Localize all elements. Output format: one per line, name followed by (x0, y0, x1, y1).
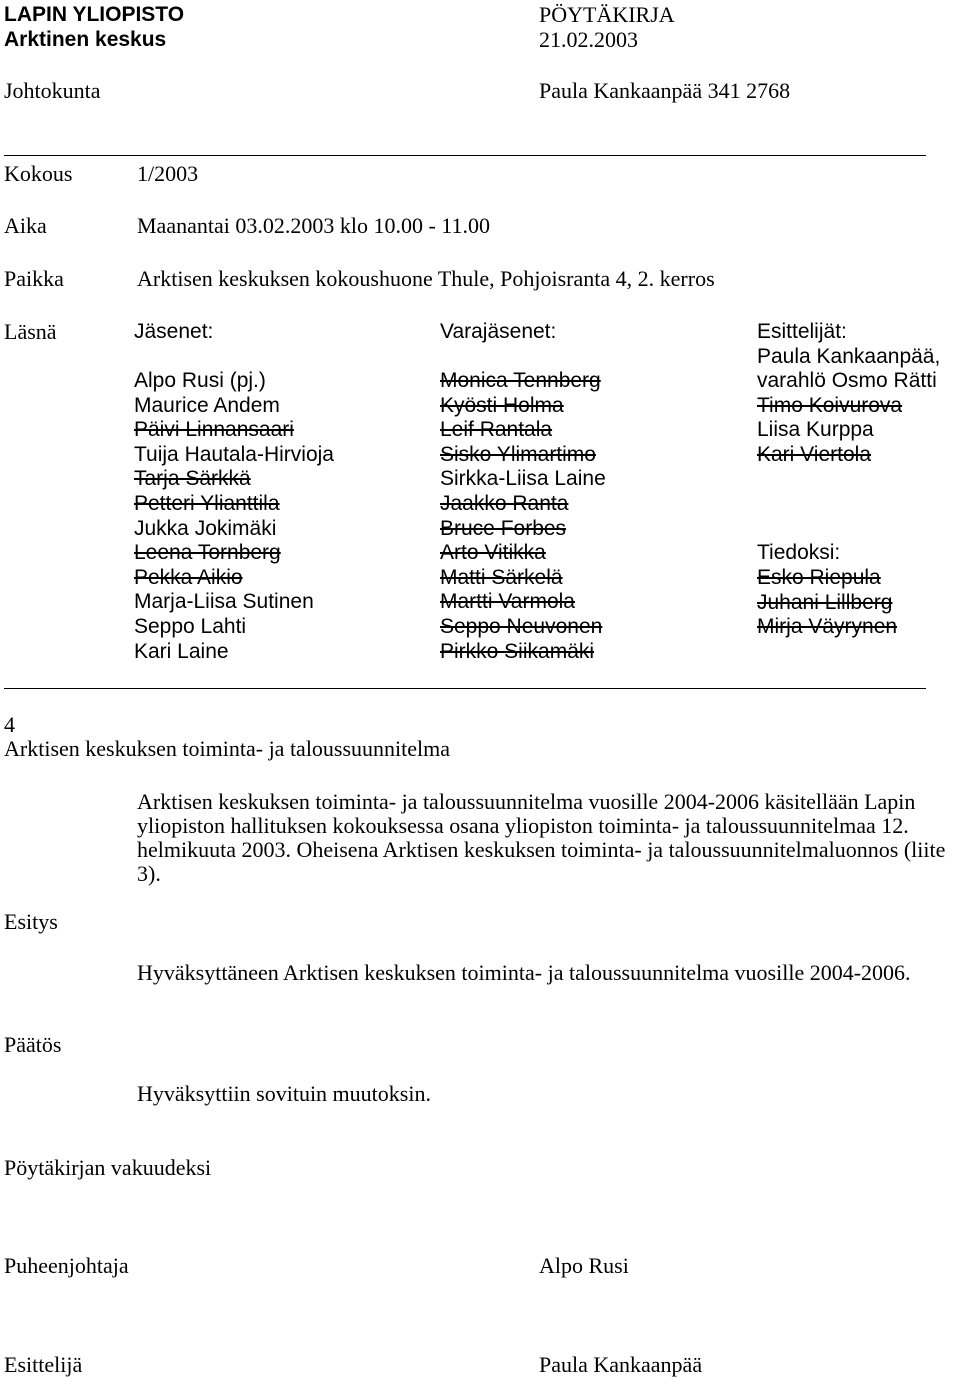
deputy-name: Jaakko Ranta (440, 492, 569, 515)
presenter-name: Paula Kankaanpää (539, 1352, 703, 1377)
deputy-name: Matti Särkelä (440, 565, 563, 589)
org-name: LAPIN YLIOPISTO (4, 3, 185, 26)
member-name: Petteri Ylianttila (134, 492, 280, 515)
deputy-name: Seppo Neuvonen (440, 615, 603, 638)
deputy-name: Arto Vitikka (440, 541, 546, 565)
presenter-name: Kari Viertola (757, 443, 872, 466)
member-name: Seppo Lahti (134, 615, 247, 638)
decision-label: Päätös (4, 1032, 62, 1057)
deputy-name: Monica Tennberg (440, 369, 601, 392)
governing-body: Johtokunta (4, 78, 101, 103)
members-heading: Jäsenet: (134, 320, 214, 343)
attendance-label: Läsnä (4, 319, 57, 344)
meeting-number-value: 1/2003 (137, 161, 199, 186)
proposal-label: Esitys (4, 909, 58, 934)
cc-name: Juhani Lillberg (757, 590, 893, 614)
document-type: PÖYTÄKIRJA (539, 2, 675, 27)
agenda-number: 4 (4, 712, 15, 737)
meeting-number-label: Kokous (4, 161, 73, 186)
meeting-time-label: Aika (4, 213, 47, 238)
member-name: Leena Tornberg (134, 541, 281, 565)
document-date: 21.02.2003 (539, 27, 638, 52)
deputies-heading: Varajäsenet: (440, 320, 557, 343)
member-name: Maurice Andem (134, 393, 280, 417)
member-name: Kari Laine (134, 639, 229, 663)
member-name: Marja-Liisa Sutinen (134, 590, 314, 614)
unit-name: Arktinen keskus (4, 28, 167, 51)
meeting-place-value: Arktisen keskuksen kokoushuone Thule, Pohjoisranta 4, 2. kerros (137, 266, 715, 291)
member-name: Päivi Linnansaari (134, 418, 294, 442)
presenter-name: varahlö Osmo Rätti (757, 369, 937, 392)
cc-name: Mirja Väyrynen (757, 615, 898, 639)
signature-heading: Pöytäkirjan vakuudeksi (4, 1155, 212, 1180)
deputy-name: Leif Rantala (440, 418, 553, 442)
meeting-time-value: Maanantai 03.02.2003 klo 10.00 - 11.00 (137, 213, 490, 238)
deputy-name: Bruce Forbes (440, 516, 567, 540)
contact-person: Paula Kankaanpää 341 2768 (539, 78, 791, 103)
presenter-label: Esittelijä (4, 1352, 83, 1377)
member-name: Tarja Särkkä (134, 467, 251, 491)
deputy-name: Pirkko Siikamäki (440, 639, 595, 663)
presenter-name: Paula Kankaanpää, (757, 345, 941, 368)
divider-top (4, 155, 926, 156)
deputy-name: Sisko Ylimartimo (440, 442, 596, 466)
member-name: Alpo Rusi (pj.) (134, 369, 266, 392)
cc-name: Esko Riepula (757, 566, 881, 589)
presenters-heading: Esittelijät: (757, 320, 847, 343)
deputy-name: Martti Varmola (440, 590, 575, 614)
cc-heading: Tiedoksi: (757, 541, 841, 564)
deputy-name: Kyösti Holma (440, 393, 564, 417)
member-name: Jukka Jokimäki (134, 516, 277, 540)
member-name: Tuija Hautala-Hirvioja (134, 442, 334, 466)
agenda-title: Arktisen keskuksen toiminta- ja taloussuunnitelma (4, 736, 451, 761)
presenter-name: Liisa Kurppa (757, 418, 874, 441)
chair-label: Puheenjohtaja (4, 1253, 129, 1278)
proposal-text: Hyväksyttäneen Arktisen keskuksen toiminta- ja taloussuunnitelma vuosille 2004-2006. (137, 960, 911, 985)
decision-text: Hyväksyttiin sovituin muutoksin. (137, 1081, 431, 1106)
presenter-name: Timo Koivurova (757, 394, 903, 417)
chair-name: Alpo Rusi (539, 1253, 629, 1278)
divider-bottom (4, 688, 926, 689)
agenda-intro: Arktisen keskuksen toiminta- ja taloussuunnitelma vuosille 2004-2006 käsitellään Lapin yliopiston hallituksen kokouksessa osana yliopiston toiminta- ja taloussuunnitelmaa 12. helmikuuta 2003. Oheisena Arktisen keskuksen toiminta- ja taloussuunnitelmaluonnos (liite 3). (137, 789, 946, 886)
deputy-name: Sirkka-Liisa Laine (440, 467, 606, 491)
member-name: Pekka Aikio (134, 565, 243, 589)
meeting-place-label: Paikka (4, 266, 64, 291)
